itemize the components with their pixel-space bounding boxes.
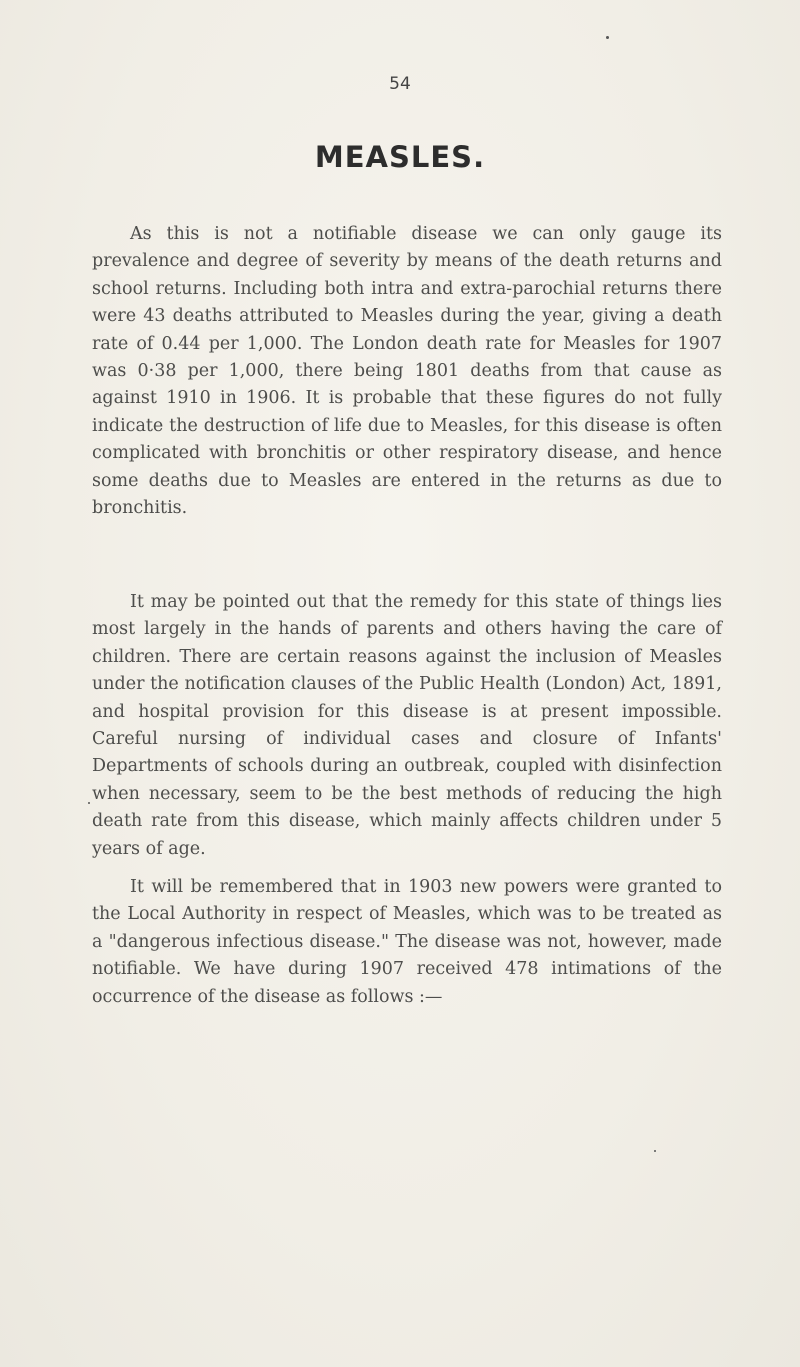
paragraph-death-returns: As this is not a notifiable disease we can only gauge its prevalence and degree of severity by means of the death returns and school returns. Including both intra and extra-parochial returns there were 43 deaths attributed to Measles during the year, giving a death rate of 0.44 per 1,000. The London death rate for Measles for 1907 was 0·38 per 1,000, there being 1801 deaths from that cause as against 1910 in 1906. It is probable that these figures do not fully indicate the destruction of life due to Measles, for this disease is often complicated with bronchitis or other respiratory disease, and hence some deaths due to Measles are entered in the returns as due to bronchitis. <box>92 224 722 519</box>
paragraph-remedy: It may be pointed out that the remedy for this state of things lies most largely in the hands of parents and others having the care of children. There are certain reasons against the inclusion of Measles under the notification clauses of the Public Health (London) Act, 1891, and hospital provision for this disease is at present impossible. Careful nursing of individual cases and closure of Infants' Departments of schools during an outbreak, coupled with disinfection when necessary, seem to be the best methods of reducing the high death rate from this disease, which mainly affects children under 5 years of age. <box>92 592 722 859</box>
ink-speck <box>606 36 609 39</box>
ink-speck <box>88 802 90 804</box>
page-title: MEASLES. <box>314 140 486 174</box>
paragraph-intimations: It will be remembered that in 1903 new powers were granted to the Local Authority in respect of Measles, which was to be treated as a "dangerous infectious disease." The disease was not, however, made notifiable. We have during 1907 received 478 intimations of the occurrence of the disease as follows :— <box>92 877 722 1007</box>
ink-speck <box>654 1150 656 1152</box>
page-number: 54 <box>389 74 411 94</box>
